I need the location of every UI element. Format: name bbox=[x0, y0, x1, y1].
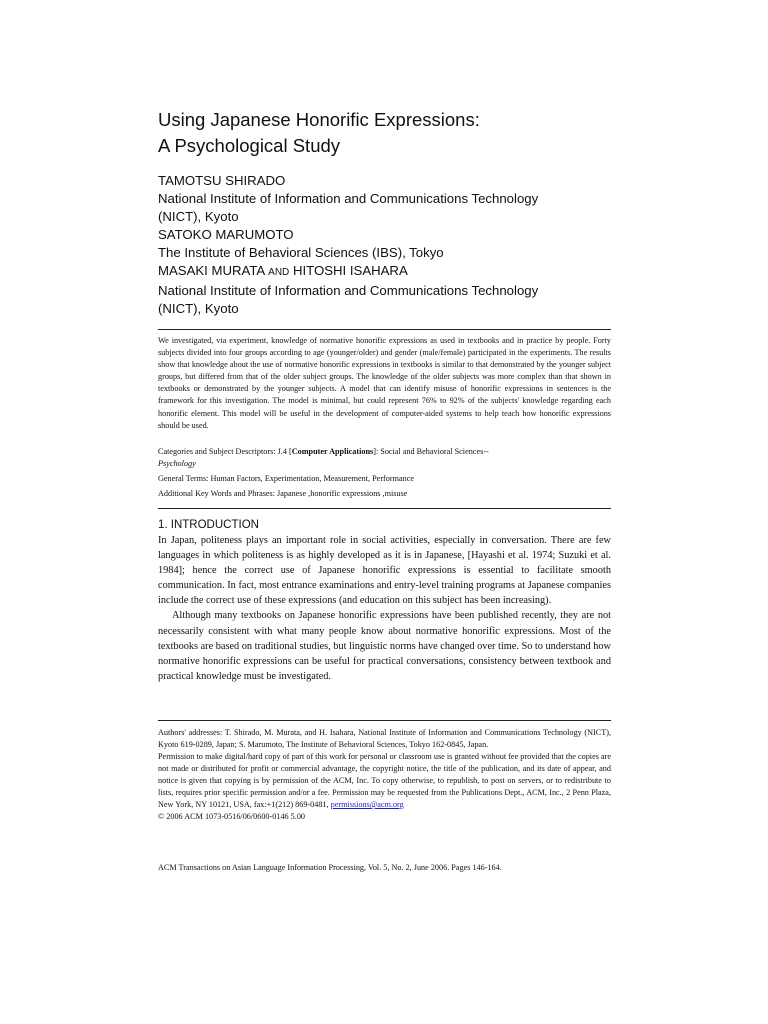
author-and: AND bbox=[268, 267, 290, 278]
affiliation-line: National Institute of Information and Communications Technology bbox=[158, 191, 539, 206]
affiliation-line: (NICT), Kyoto bbox=[158, 209, 239, 224]
paragraph: Although many textbooks on Japanese honorific expressions have been published recently, they are not necessarily consistent with what many people know about normative honorific expressions. Most of the textbooks are based on traditional studies, but linguistic norms have changed over time. So to understand how normative honorific expressions can be useful for practical conversations, consistency between textbook and practical knowledge must be investigated. bbox=[158, 610, 611, 682]
copyright: © 2006 ACM 1073-0516/06/0600-0146 5.00 bbox=[158, 812, 306, 821]
journal-citation: ACM Transactions on Asian Language Information Processing, Vol. 5, No. 2, June 2006. Pages 146-164. bbox=[158, 863, 502, 872]
paragraph: In Japan, politeness plays an important role in social activities, especially in conversation. There are few languages in which politeness is as highly developed as it is in Japanese, [Hayashi et al. 1974; Suzuki et al. 1984]; hence the correct use of Japanese honorific expressions is essential to facilitate smooth communication. In fact, most entrance examinations and entry-level training programs at Japanese companies include the correct use of these expressions (and education on this subject has been increasing). bbox=[158, 535, 611, 607]
abstract: We investigated, via experiment, knowledge of normative honorific expressions as used in textbooks and in practice by people. Forty subjects divided into four groups according to age (younger/older) and gender (male/female) participated in the experiments. The results show that knowledge about the use of normative honorific expressions in textbooks is similar to that demonstrated by the younger subject groups, but differed from that of the older subject groups. The knowledge of the older subjects was more complex than that shown in textbooks or demonstrated by the younger subjects. A model that can identify misuse of honorific expressions in sentences is the framework for this investigation. The model is minimal, but could represent 76% to 92% of the subjects' knowledge regarding each honorific element. This model will be useful in the development of computer-aided systems to help teach how honorific expressions should be used. bbox=[158, 336, 611, 430]
divider bbox=[158, 720, 611, 721]
footnote-permission bbox=[158, 751, 611, 811]
author-block bbox=[158, 172, 618, 318]
title-line-2: A Psychological Study bbox=[158, 135, 341, 156]
affiliation-line: The Institute of Behavioral Sciences (IBS), Tokyo bbox=[158, 245, 444, 260]
title-line-1: Using Japanese Honorific Expressions: bbox=[158, 109, 480, 130]
author-line: TAMOTSU SHIRADO bbox=[158, 173, 286, 188]
affiliation-line: National Institute of Information and Communications Technology bbox=[158, 283, 539, 298]
section-body bbox=[158, 533, 611, 684]
keywords: Additional Key Words and Phrases: Japanese ,honorific expressions ,misuse bbox=[158, 489, 408, 498]
divider bbox=[158, 508, 611, 509]
paper-title bbox=[158, 107, 618, 159]
author-name: MASAKI MURATA bbox=[158, 263, 269, 278]
section-heading: 1. INTRODUCTION bbox=[158, 519, 259, 531]
author-name: HITOSHI ISAHARA bbox=[289, 263, 408, 278]
general-terms: General Terms: Human Factors, Experimentation, Measurement, Performance bbox=[158, 474, 414, 483]
affiliation-line: (NICT), Kyoto bbox=[158, 301, 239, 316]
divider bbox=[158, 329, 611, 330]
email-link[interactable]: permissions@acm.org bbox=[330, 800, 404, 809]
categories-italic: Psychology bbox=[158, 459, 196, 468]
author-line bbox=[158, 262, 618, 282]
author-line: SATOKO MARUMOTO bbox=[158, 227, 294, 242]
categories-prefix: Categories and Subject Descriptors: J.4 [ bbox=[158, 447, 292, 456]
permission-text: Permission to make digital/hard copy of part of this work for personal or classroom use is granted without fee provided that the copies are not made or distributed for profit or commercial advantage, the copyright notice, the title of the publication, and its date of appear, and notice is given that copying is by permission of the ACM, Inc. To copy otherwise, to republish, to post on servers, or to redistribute to lists, requires prior specific permission and/or a fee. Permission may be requested from the Publications Dept., ACM, Inc., 2 Penn Plaza, New York, NY 10121, USA, fax:+1(212) 869-0481, bbox=[158, 752, 611, 809]
categories bbox=[158, 446, 611, 470]
footnote-addresses: Authors' addresses: T. Shirado, M. Murata, and H. Isahara, National Institute of Information and Communications Technology (NICT), Kyoto 619-0289, Japan; S. Marumoto, The Institute of Behavioral Sciences, Tokyo 162-0845, Japan. bbox=[158, 728, 611, 749]
footnote bbox=[158, 727, 611, 823]
categories-suffix: ]: Social and Behavioral Sciences-- bbox=[373, 447, 489, 456]
categories-bold: Computer Applications bbox=[291, 447, 374, 456]
